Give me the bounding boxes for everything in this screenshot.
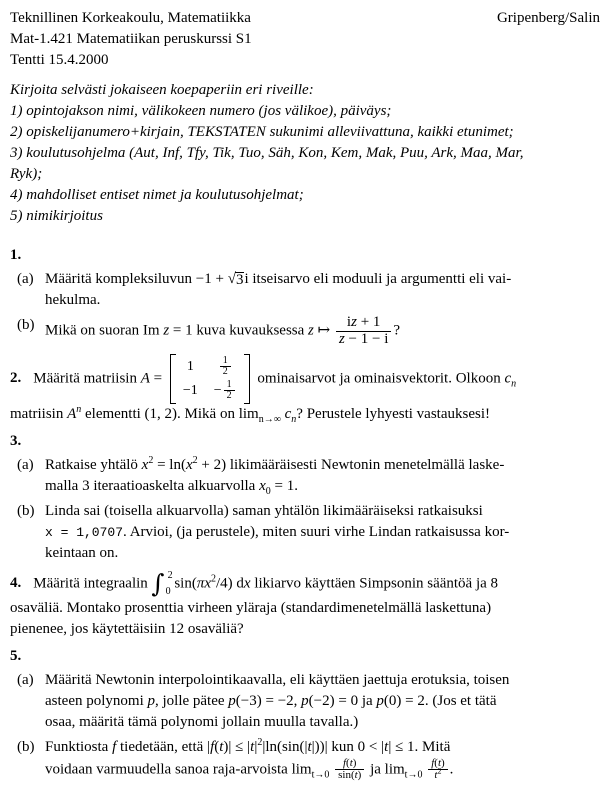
text-segment: z (163, 322, 170, 339)
problem-3a (10, 455, 600, 497)
fraction-numerator (336, 315, 391, 332)
text-segment: x = 1,0707 (45, 524, 124, 540)
document-header (10, 8, 600, 71)
text-line (45, 670, 600, 691)
part-label: (a) (17, 456, 34, 473)
text-segment: hekulma. (45, 292, 101, 308)
text-segment: |ln(sin(| (262, 738, 308, 755)
problem-text (45, 455, 600, 497)
text-segment: 2 (222, 366, 228, 377)
text-segment: elementti (1, 2). Mikä on lim (81, 405, 259, 422)
text-segment: 1 (186, 358, 194, 374)
text-segment: ↦ (313, 322, 334, 339)
text-segment: − 1 − i (344, 330, 389, 347)
text-line (10, 404, 600, 425)
problem-3 (10, 431, 600, 564)
part-label: (b) (17, 317, 35, 333)
problem-text (45, 670, 600, 733)
instructions-block (10, 80, 600, 227)
text-segment: 2 (226, 390, 232, 401)
problem-3b (10, 501, 600, 564)
instruction-line: 3) koulutusohjelma (Aut, Inf, Tfy, Tik, Tuo, Säh, Kon, Kem, Mak, Puu, Ark, Maa, Mar, (10, 145, 524, 161)
text-segment: n (76, 403, 82, 415)
text-segment: (−3) = −2, (235, 692, 302, 709)
text-segment: ) (357, 769, 362, 782)
text-segment: = 1. (270, 477, 298, 494)
header-row (10, 8, 600, 29)
text-segment: A (67, 405, 77, 422)
text-segment: sin( (338, 769, 355, 782)
text-segment: x (259, 477, 266, 494)
problem-text (45, 315, 600, 348)
text-segment: t→0 (404, 768, 423, 780)
text-segment: voidaan varmuudella sanoa raja-arvoista lim (45, 760, 312, 777)
text-segment: . Arvioi, (ja perustele), miten suuri virhe Lindan ratkaisussa kor- (123, 523, 510, 540)
text-segment: /4) d (216, 574, 244, 591)
problem-1 (10, 245, 600, 348)
problem-text (45, 269, 600, 311)
text-segment: Funktiosta (45, 738, 113, 755)
text-segment: 3 (235, 272, 244, 288)
text-segment: 2 (192, 454, 198, 466)
exam-date: Tentti 15.4.2000 (10, 52, 109, 68)
problem-5 (10, 646, 600, 782)
text-segment: malla 3 iteraatioaskelta alkuarvolla (45, 477, 260, 494)
text-segment: 1 (226, 378, 232, 390)
text-segment: f (431, 756, 435, 769)
instruction-line: 5) nimikirjoitus (10, 208, 103, 224)
text-segment: tiedetään, että | (116, 738, 211, 755)
fraction-denominator (224, 391, 235, 402)
text-line (10, 354, 600, 404)
text-segment: = ln( (153, 456, 186, 473)
text-segment: Määritä integraalin (33, 574, 152, 591)
instruction-line: 1) opintojakson nimi, välikokeen numero (jos välikoe), päiväys; (10, 103, 392, 119)
text-segment: . (449, 760, 454, 777)
text-segment: 4. (10, 574, 22, 591)
text-segment: likiarvo käyttäen Simpsonin sääntöä ja 8 (250, 574, 499, 591)
text-segment: 2 (148, 454, 154, 466)
problem-4 (10, 570, 600, 640)
text-segment: Määritä Newtonin interpolointikaavalla, eli käyttäen jaettuja erotuksia, toisen (45, 671, 510, 688)
matrix-grid (178, 354, 242, 404)
text-line (45, 543, 600, 564)
text-segment: t (354, 769, 358, 782)
text-segment (329, 761, 333, 777)
problem-2 (10, 354, 600, 425)
text-line (45, 269, 600, 290)
text-segment: 0 (265, 485, 271, 497)
fraction (220, 356, 231, 378)
text-line (10, 619, 600, 640)
text-segment (422, 761, 426, 777)
problem-text (10, 354, 600, 425)
part-label: (a) (17, 671, 34, 688)
text-line (45, 712, 600, 733)
fraction-denominator (428, 766, 447, 782)
problem-1a (10, 269, 600, 311)
matrix-cell (187, 359, 194, 374)
text-segment: 1 (222, 354, 228, 366)
text-segment: t→0 (311, 768, 330, 780)
fraction (336, 315, 391, 348)
text-segment: x (141, 456, 149, 473)
text-segment: − (213, 382, 222, 398)
text-line (45, 290, 600, 311)
text-segment: Linda sai (toisella alkuarvolla) saman yhtälön likimääräiseksi ratkaisuksi (45, 502, 483, 519)
instruction-line: Kirjoita selvästi jokaiseen koepaperiin eri riveille: (10, 82, 314, 98)
text-segment: = 1 kuva kuvauksessa (169, 322, 309, 339)
problem-text (45, 501, 600, 564)
text-segment: z (338, 330, 345, 347)
text-segment: | ≤ 1. Mitä (388, 738, 451, 755)
text-segment: p (147, 692, 155, 709)
matrix-right-bracket (244, 354, 250, 404)
text-line (45, 691, 600, 712)
text-line (45, 758, 600, 782)
text-segment: ominaisarvot ja ominaisvektorit. Olkoon (253, 369, 505, 386)
instruction-line: Ryk); (10, 166, 43, 182)
text-segment: 2 (257, 736, 263, 748)
integral-lower-limit: 0 (165, 585, 171, 597)
institution: Teknillinen Korkeakoulu, Matematiikka (10, 10, 251, 26)
fraction-denominator (336, 332, 391, 348)
radical-sign: √ (227, 271, 236, 287)
text-segment: f (342, 756, 347, 769)
part-label: (b) (17, 502, 35, 519)
problem-5a (10, 670, 600, 733)
fraction-denominator (220, 367, 231, 378)
text-segment: x (243, 574, 251, 591)
text-segment: n→∞ (258, 413, 281, 425)
text-segment: keintaan on. (45, 544, 119, 561)
text-segment: p (376, 692, 384, 709)
fraction (224, 380, 235, 402)
text-segment: )| ≤ | (223, 738, 251, 755)
problem-1b (10, 315, 600, 348)
text-segment: t (250, 738, 255, 755)
integral-upper-limit: 2 (167, 569, 173, 581)
text-line (10, 598, 600, 619)
problem-number: 1. (10, 247, 22, 263)
text-segment: c (504, 369, 512, 386)
text-segment: p (301, 692, 309, 709)
text-segment: ) (441, 756, 445, 769)
text-segment: Määritä matriisin (33, 369, 141, 386)
problem-number: 3. (10, 432, 22, 449)
matrix-cell (183, 383, 198, 398)
matrix-cell (218, 356, 233, 378)
text-segment: | (254, 738, 258, 755)
text-segment: Määritä kompleksiluvun −1 + (45, 271, 228, 287)
text-segment: πx (196, 574, 211, 591)
text-segment: t (384, 738, 389, 755)
text-segment: ) (352, 756, 357, 769)
text-segment: matriisin (10, 405, 68, 422)
sqrt-expression (228, 272, 245, 289)
text-segment: |))| kun 0 < | (311, 738, 385, 755)
text-line (45, 476, 600, 497)
text-line (45, 315, 600, 348)
text-segment: ( (346, 756, 350, 769)
problem-number: 5. (10, 647, 22, 664)
matrix-cell (214, 380, 237, 402)
integral-sign: ∫ (151, 568, 165, 598)
text-segment: t (307, 738, 312, 755)
part-label: (b) (17, 738, 35, 755)
text-segment: (−2) = 0 ja (308, 692, 377, 709)
problem-text (45, 737, 600, 782)
text-segment: (0) = 2. (Jos et tätä (383, 692, 497, 709)
text-segment: t (219, 738, 224, 755)
text-line (10, 570, 600, 598)
integral (152, 570, 171, 598)
text-segment: ? (393, 322, 401, 339)
instruction-line: 4) mahdolliset entiset nimet ja koulutusohjelmat; (10, 187, 304, 203)
text-segment: i (346, 314, 352, 330)
text-segment: + 2) likimääräisesti Newtonin menetelmällä laske- (197, 456, 505, 473)
text-segment: = (149, 369, 166, 386)
fraction-denominator (335, 770, 364, 782)
text-segment: ? Perustele lyhyesti vastauksesi! (296, 405, 490, 422)
text-segment: 2 (211, 572, 216, 584)
problem-5b (10, 737, 600, 782)
text-segment: t (349, 756, 353, 769)
text-segment: asteen polynomi (45, 692, 148, 709)
text-segment: , jolle pätee (154, 692, 229, 709)
problem-text (10, 570, 600, 640)
text-line (45, 522, 600, 543)
text-segment: pienenee, jos käytettäisiin 12 osaväliä? (10, 620, 244, 637)
part-label: (a) (17, 271, 34, 287)
text-segment: + 1 (356, 314, 381, 330)
text-segment: z (351, 314, 357, 330)
text-segment: ja lim (366, 760, 405, 777)
matrix-left-bracket (170, 354, 176, 404)
matrix (170, 354, 250, 404)
text-segment: 2. (10, 369, 22, 386)
text-segment: p (228, 692, 236, 709)
problems-list (10, 245, 600, 782)
text-segment: ( (214, 738, 220, 755)
examiners: Gripenberg/Salin (496, 10, 600, 26)
text-segment: f (210, 738, 215, 755)
fraction (428, 758, 447, 782)
text-segment: t (434, 769, 438, 782)
text-segment: n (511, 377, 517, 389)
course-code: Mat-1.421 Matematiikan peruskurssi S1 (10, 31, 252, 47)
text-segment: 2 (437, 766, 442, 776)
text-segment: −1 (182, 382, 198, 398)
text-line (45, 455, 600, 476)
text-segment: A (140, 369, 150, 386)
text-segment: x (185, 456, 193, 473)
text-segment: z (308, 322, 314, 339)
text-segment: sin( (170, 574, 197, 591)
text-segment: f (112, 738, 117, 755)
text-segment: n (291, 413, 297, 425)
text-segment: t (437, 756, 441, 769)
text-line (45, 501, 600, 522)
text-segment: Ratkaise yhtälö (45, 456, 142, 473)
instruction-line: 2) opiskelijanumero+kirjain, TEKSTATEN sukunimi alleviivattuna, kaikki etunimet; (10, 124, 514, 140)
text-segment: osaa, määritä tämä polynomi jollain muulla tavalla.) (45, 713, 359, 730)
text-segment: i itseisarvo eli moduuli ja argumentti eli vai- (244, 271, 512, 287)
text-segment: Mikä on suoran Im (45, 322, 164, 339)
text-segment: ( (434, 756, 438, 769)
fraction (335, 758, 364, 782)
text-segment: c (284, 405, 292, 422)
text-line (45, 737, 600, 758)
text-segment: osaväliä. Montako prosenttia virheen yläraja (standardimenetelmällä laskettuna) (10, 599, 492, 616)
